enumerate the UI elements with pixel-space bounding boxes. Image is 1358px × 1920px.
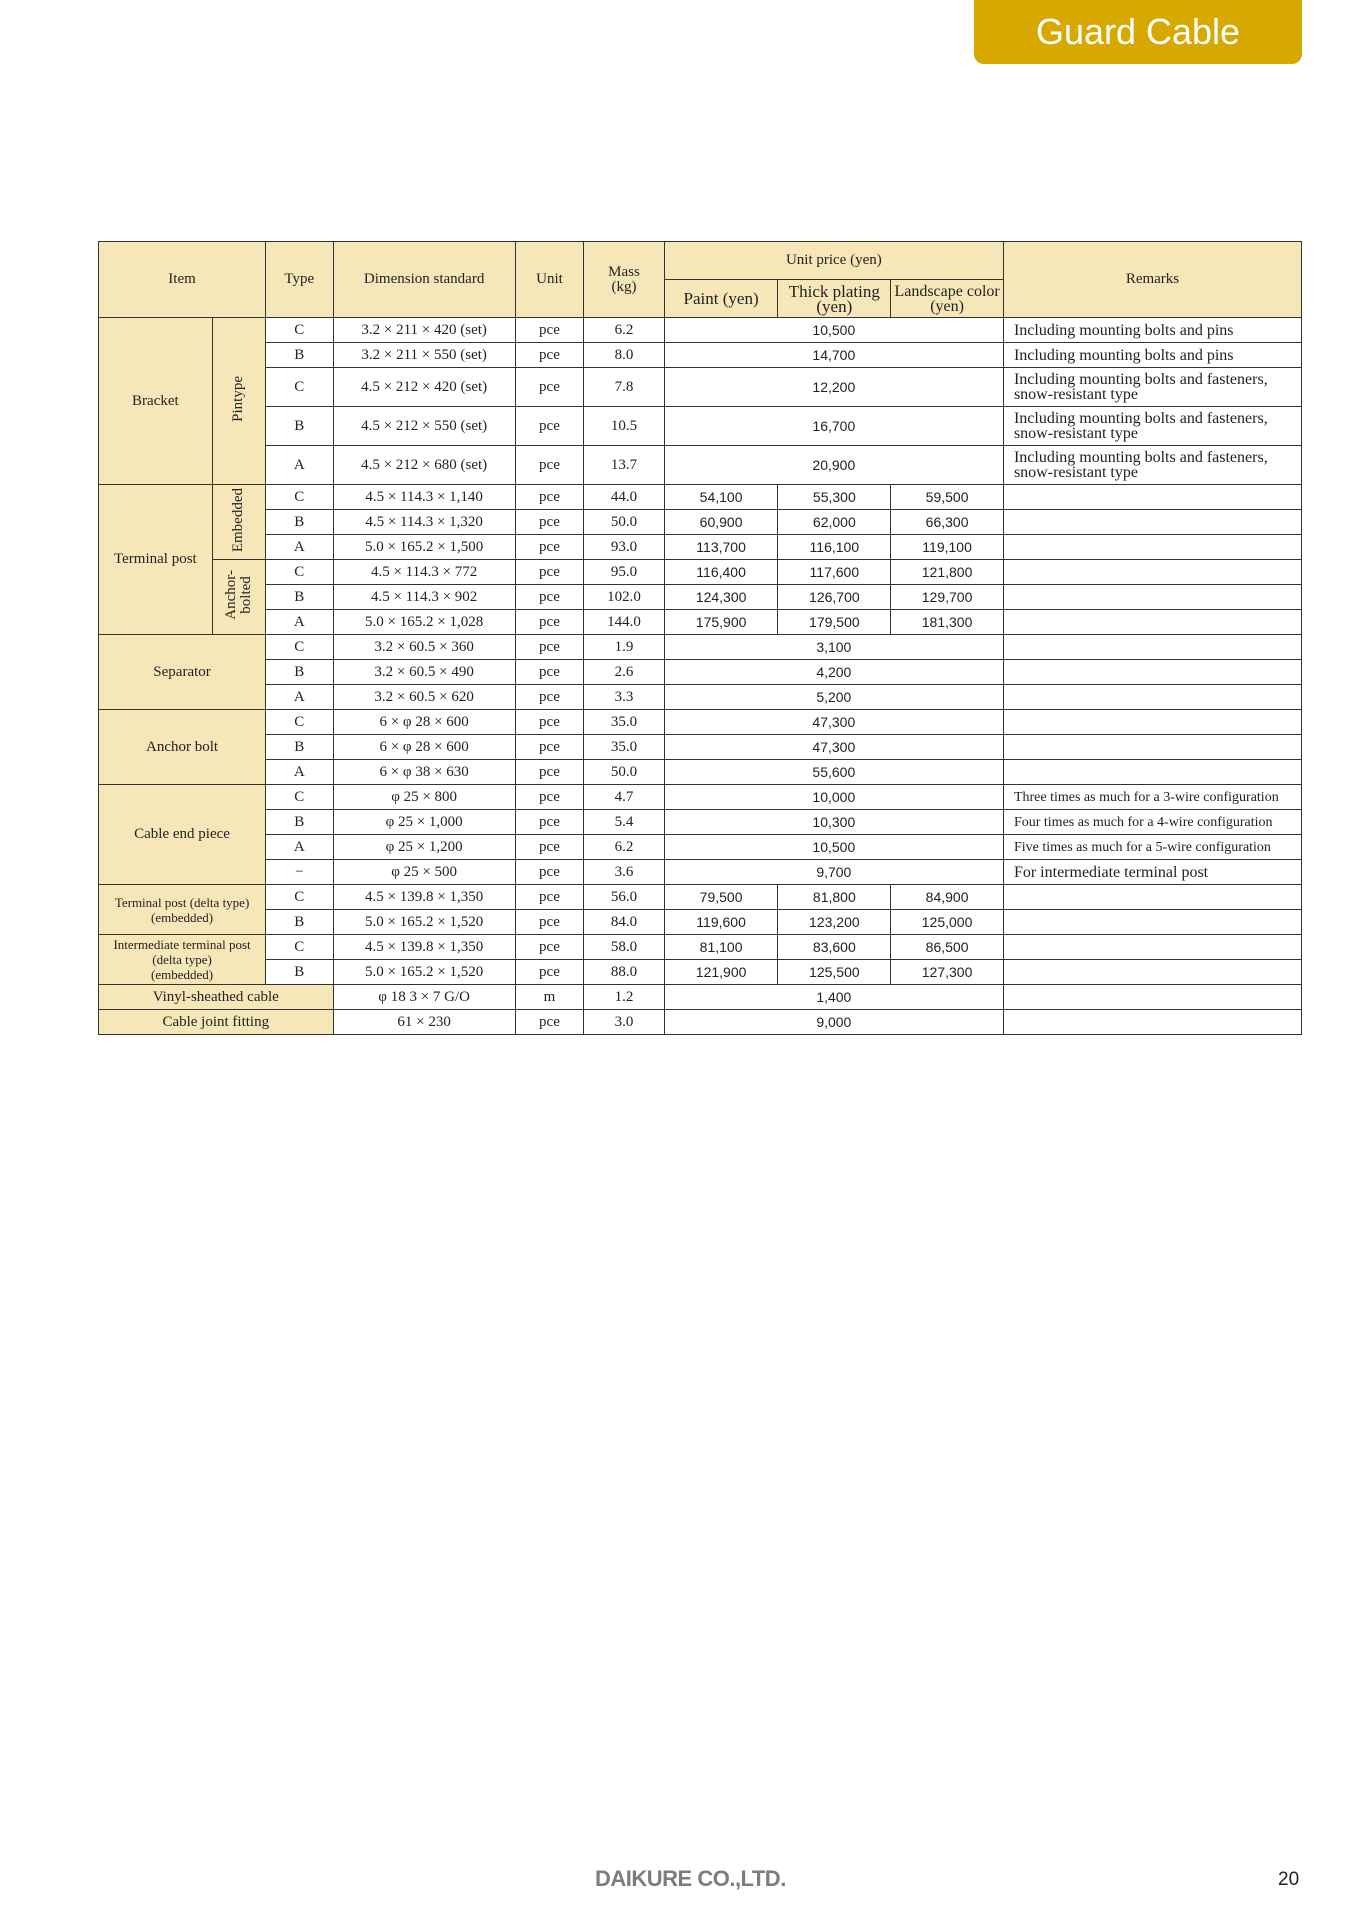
- unit-cell: pce: [515, 635, 583, 660]
- mass-cell: 93.0: [584, 535, 665, 560]
- remarks-cell: Four times as much for a 4-wire configuration: [1003, 810, 1301, 835]
- type-cell: −: [266, 860, 333, 885]
- dimension-cell: 3.2 × 211 × 420 (set): [333, 318, 515, 343]
- dimension-cell: 4.5 × 114.3 × 1,140: [333, 485, 515, 510]
- remarks-cell: [1003, 635, 1301, 660]
- type-cell: C: [266, 935, 333, 960]
- dimension-cell: 4.5 × 212 × 550 (set): [333, 407, 515, 446]
- table-row: [99, 635, 1302, 660]
- group-separator: Separator: [99, 635, 266, 710]
- header-paint: Paint (yen): [664, 280, 778, 318]
- table-row: [99, 368, 1302, 407]
- header-remarks: Remarks: [1003, 242, 1301, 318]
- mass-cell: 50.0: [584, 760, 665, 785]
- remarks-cell: [1003, 660, 1301, 685]
- type-cell: B: [266, 910, 333, 935]
- dimension-cell: 61 × 230: [333, 1010, 515, 1035]
- remarks-cell: Including mounting bolts and fasteners, snow-resistant type: [1003, 407, 1301, 446]
- table-row: [99, 318, 1302, 343]
- price-cell: 47,300: [664, 710, 1003, 735]
- header-mass: Mass (kg): [584, 242, 665, 318]
- type-cell: C: [266, 710, 333, 735]
- type-cell: A: [266, 535, 333, 560]
- subgroup-pintype: Pintype: [212, 318, 265, 485]
- remarks-cell: [1003, 535, 1301, 560]
- table-row: [99, 985, 1302, 1010]
- unit-cell: pce: [515, 885, 583, 910]
- table-row: [99, 685, 1302, 710]
- dimension-cell: 6 × φ 38 × 630: [333, 760, 515, 785]
- price-cell: 5,200: [664, 685, 1003, 710]
- mass-cell: 102.0: [584, 585, 665, 610]
- type-cell: B: [266, 585, 333, 610]
- type-cell: A: [266, 446, 333, 485]
- subgroup-anchor-bolted: Anchor- bolted: [212, 560, 265, 635]
- unit-cell: pce: [515, 407, 583, 446]
- mass-cell: 5.4: [584, 810, 665, 835]
- group-intermediate-terminal-post-delta: Intermediate terminal post (delta type) (embedded): [99, 935, 266, 985]
- table-row: [99, 735, 1302, 760]
- dimension-cell: 4.5 × 139.8 × 1,350: [333, 935, 515, 960]
- paint-price-cell: 60,900: [664, 510, 778, 535]
- unit-cell: pce: [515, 343, 583, 368]
- price-cell: 9,700: [664, 860, 1003, 885]
- table-row: [99, 860, 1302, 885]
- unit-cell: pce: [515, 935, 583, 960]
- remarks-cell: [1003, 760, 1301, 785]
- dimension-cell: 4.5 × 139.8 × 1,350: [333, 885, 515, 910]
- thick-plating-price-cell: 55,300: [778, 485, 891, 510]
- unit-cell: pce: [515, 660, 583, 685]
- header-dimension: Dimension standard: [333, 242, 515, 318]
- type-cell: C: [266, 560, 333, 585]
- landscape-price-cell: 59,500: [891, 485, 1004, 510]
- paint-price-cell: 175,900: [664, 610, 778, 635]
- table-row: [99, 835, 1302, 860]
- landscape-price-cell: 86,500: [891, 935, 1004, 960]
- type-cell: C: [266, 785, 333, 810]
- table-row: [99, 535, 1302, 560]
- price-cell: 3,100: [664, 635, 1003, 660]
- price-cell: 47,300: [664, 735, 1003, 760]
- paint-price-cell: 124,300: [664, 585, 778, 610]
- table-row: [99, 885, 1302, 910]
- dimension-cell: φ 18 3 × 7 G/O: [333, 985, 515, 1010]
- mass-cell: 35.0: [584, 710, 665, 735]
- dimension-cell: 4.5 × 114.3 × 1,320: [333, 510, 515, 535]
- dimension-cell: 4.5 × 212 × 420 (set): [333, 368, 515, 407]
- price-cell: 10,300: [664, 810, 1003, 835]
- table-row: [99, 785, 1302, 810]
- table-row: [99, 446, 1302, 485]
- dimension-cell: 4.5 × 114.3 × 902: [333, 585, 515, 610]
- unit-cell: m: [515, 985, 583, 1010]
- remarks-cell: [1003, 960, 1301, 985]
- mass-cell: 8.0: [584, 343, 665, 368]
- table-row: [99, 935, 1302, 960]
- table-row: [99, 485, 1302, 510]
- subgroup-embedded: Embedded: [212, 485, 265, 560]
- mass-cell: 6.2: [584, 318, 665, 343]
- header-landscape-color: Landscape color (yen): [891, 280, 1004, 318]
- table-row: [99, 760, 1302, 785]
- landscape-price-cell: 119,100: [891, 535, 1004, 560]
- unit-cell: pce: [515, 510, 583, 535]
- landscape-price-cell: 84,900: [891, 885, 1004, 910]
- price-cell: 1,400: [664, 985, 1003, 1010]
- remarks-cell: [1003, 585, 1301, 610]
- remarks-cell: For intermediate terminal post: [1003, 860, 1301, 885]
- table-row: [99, 510, 1302, 535]
- remarks-cell: Five times as much for a 5-wire configuration: [1003, 835, 1301, 860]
- type-cell: A: [266, 835, 333, 860]
- unit-cell: pce: [515, 318, 583, 343]
- price-cell: 55,600: [664, 760, 1003, 785]
- group-anchor-bolt: Anchor bolt: [99, 710, 266, 785]
- dimension-cell: 6 × φ 28 × 600: [333, 735, 515, 760]
- dimension-cell: 3.2 × 60.5 × 490: [333, 660, 515, 685]
- header-thick-plating: Thick plating (yen): [778, 280, 891, 318]
- dimension-cell: 3.2 × 211 × 550 (set): [333, 343, 515, 368]
- unit-cell: pce: [515, 685, 583, 710]
- landscape-price-cell: 125,000: [891, 910, 1004, 935]
- type-cell: A: [266, 685, 333, 710]
- mass-cell: 1.2: [584, 985, 665, 1010]
- price-cell: 4,200: [664, 660, 1003, 685]
- remarks-cell: [1003, 885, 1301, 910]
- mass-cell: 56.0: [584, 885, 665, 910]
- mass-cell: 35.0: [584, 735, 665, 760]
- unit-cell: pce: [515, 785, 583, 810]
- table-row: [99, 1010, 1302, 1035]
- mass-cell: 44.0: [584, 485, 665, 510]
- unit-cell: pce: [515, 760, 583, 785]
- remarks-cell: [1003, 560, 1301, 585]
- dimension-cell: φ 25 × 800: [333, 785, 515, 810]
- thick-plating-price-cell: 125,500: [778, 960, 891, 985]
- mass-cell: 50.0: [584, 510, 665, 535]
- mass-cell: 6.2: [584, 835, 665, 860]
- mass-cell: 4.7: [584, 785, 665, 810]
- header-unit: Unit: [515, 242, 583, 318]
- type-cell: C: [266, 318, 333, 343]
- dimension-cell: 5.0 × 165.2 × 1,520: [333, 910, 515, 935]
- remarks-cell: [1003, 985, 1301, 1010]
- type-cell: B: [266, 810, 333, 835]
- price-cell: 16,700: [664, 407, 1003, 446]
- paint-price-cell: 119,600: [664, 910, 778, 935]
- mass-cell: 3.3: [584, 685, 665, 710]
- price-cell: 10,500: [664, 835, 1003, 860]
- mass-cell: 2.6: [584, 660, 665, 685]
- unit-cell: pce: [515, 835, 583, 860]
- page-number: 20: [1278, 1869, 1300, 1890]
- remarks-cell: Including mounting bolts and fasteners, snow-resistant type: [1003, 446, 1301, 485]
- mass-cell: 10.5: [584, 407, 665, 446]
- unit-cell: pce: [515, 735, 583, 760]
- type-cell: B: [266, 510, 333, 535]
- table-row: [99, 910, 1302, 935]
- remarks-cell: [1003, 935, 1301, 960]
- group-terminal-post-delta: Terminal post (delta type) (embedded): [99, 885, 266, 935]
- landscape-price-cell: 129,700: [891, 585, 1004, 610]
- header-item: Item: [99, 242, 266, 318]
- remarks-cell: Including mounting bolts and fasteners, snow-resistant type: [1003, 368, 1301, 407]
- type-cell: C: [266, 885, 333, 910]
- remarks-cell: [1003, 910, 1301, 935]
- unit-cell: pce: [515, 560, 583, 585]
- type-cell: B: [266, 960, 333, 985]
- mass-cell: 84.0: [584, 910, 665, 935]
- mass-cell: 3.0: [584, 1010, 665, 1035]
- remarks-cell: Including mounting bolts and pins: [1003, 318, 1301, 343]
- remarks-cell: [1003, 710, 1301, 735]
- type-cell: C: [266, 635, 333, 660]
- paint-price-cell: 79,500: [664, 885, 778, 910]
- section-tab: Guard Cable: [974, 0, 1302, 64]
- dimension-cell: φ 25 × 500: [333, 860, 515, 885]
- unit-cell: pce: [515, 1010, 583, 1035]
- unit-cell: pce: [515, 535, 583, 560]
- dimension-cell: 3.2 × 60.5 × 620: [333, 685, 515, 710]
- unit-cell: pce: [515, 610, 583, 635]
- paint-price-cell: 121,900: [664, 960, 778, 985]
- unit-cell: pce: [515, 446, 583, 485]
- group-bracket: Bracket: [99, 318, 213, 485]
- table-row: [99, 810, 1302, 835]
- remarks-cell: Including mounting bolts and pins: [1003, 343, 1301, 368]
- unit-cell: pce: [515, 585, 583, 610]
- type-cell: C: [266, 485, 333, 510]
- mass-cell: 88.0: [584, 960, 665, 985]
- dimension-cell: 5.0 × 165.2 × 1,500: [333, 535, 515, 560]
- landscape-price-cell: 121,800: [891, 560, 1004, 585]
- dimension-cell: 4.5 × 114.3 × 772: [333, 560, 515, 585]
- paint-price-cell: 81,100: [664, 935, 778, 960]
- remarks-cell: [1003, 1010, 1301, 1035]
- price-cell: 9,000: [664, 1010, 1003, 1035]
- unit-cell: pce: [515, 368, 583, 407]
- type-cell: B: [266, 735, 333, 760]
- price-cell: 10,500: [664, 318, 1003, 343]
- company-logo: DAIKURE CO.,LTD.: [595, 1866, 786, 1891]
- landscape-price-cell: 127,300: [891, 960, 1004, 985]
- header-type: Type: [266, 242, 333, 318]
- unit-cell: pce: [515, 910, 583, 935]
- paint-price-cell: 116,400: [664, 560, 778, 585]
- table-row: [99, 960, 1302, 985]
- unit-cell: pce: [515, 960, 583, 985]
- price-table: [98, 241, 1302, 1035]
- mass-cell: 7.8: [584, 368, 665, 407]
- price-cell: 20,900: [664, 446, 1003, 485]
- remarks-cell: Three times as much for a 3-wire configuration: [1003, 785, 1301, 810]
- type-cell: A: [266, 610, 333, 635]
- remarks-cell: [1003, 510, 1301, 535]
- landscape-price-cell: 66,300: [891, 510, 1004, 535]
- type-cell: B: [266, 407, 333, 446]
- thick-plating-price-cell: 81,800: [778, 885, 891, 910]
- unit-cell: pce: [515, 810, 583, 835]
- dimension-cell: φ 25 × 1,000: [333, 810, 515, 835]
- dimension-cell: 5.0 × 165.2 × 1,520: [333, 960, 515, 985]
- dimension-cell: φ 25 × 1,200: [333, 835, 515, 860]
- mass-cell: 1.9: [584, 635, 665, 660]
- type-cell: A: [266, 760, 333, 785]
- table-row: [99, 343, 1302, 368]
- mass-cell: 3.6: [584, 860, 665, 885]
- unit-cell: pce: [515, 485, 583, 510]
- remarks-cell: [1003, 485, 1301, 510]
- table-row: [99, 660, 1302, 685]
- price-cell: 14,700: [664, 343, 1003, 368]
- remarks-cell: [1003, 735, 1301, 760]
- landscape-price-cell: 181,300: [891, 610, 1004, 635]
- remarks-cell: [1003, 685, 1301, 710]
- mass-cell: 95.0: [584, 560, 665, 585]
- mass-cell: 144.0: [584, 610, 665, 635]
- type-cell: B: [266, 343, 333, 368]
- group-cable-end-piece: Cable end piece: [99, 785, 266, 885]
- thick-plating-price-cell: 83,600: [778, 935, 891, 960]
- thick-plating-price-cell: 116,100: [778, 535, 891, 560]
- table-row: [99, 585, 1302, 610]
- table-row: [99, 407, 1302, 446]
- paint-price-cell: 113,700: [664, 535, 778, 560]
- remarks-cell: [1003, 610, 1301, 635]
- mass-cell: 13.7: [584, 446, 665, 485]
- mass-cell: 58.0: [584, 935, 665, 960]
- thick-plating-price-cell: 62,000: [778, 510, 891, 535]
- unit-cell: pce: [515, 860, 583, 885]
- paint-price-cell: 54,100: [664, 485, 778, 510]
- dimension-cell: 3.2 × 60.5 × 360: [333, 635, 515, 660]
- price-cell: 10,000: [664, 785, 1003, 810]
- thick-plating-price-cell: 179,500: [778, 610, 891, 635]
- thick-plating-price-cell: 126,700: [778, 585, 891, 610]
- thick-plating-price-cell: 117,600: [778, 560, 891, 585]
- group-cable-joint-fitting: Cable joint fitting: [99, 1010, 334, 1035]
- type-cell: B: [266, 660, 333, 685]
- dimension-cell: 5.0 × 165.2 × 1,028: [333, 610, 515, 635]
- table-row: [99, 560, 1302, 585]
- dimension-cell: 6 × φ 28 × 600: [333, 710, 515, 735]
- table-row: [99, 710, 1302, 735]
- dimension-cell: 4.5 × 212 × 680 (set): [333, 446, 515, 485]
- thick-plating-price-cell: 123,200: [778, 910, 891, 935]
- header-unit-price: Unit price (yen): [664, 242, 1003, 280]
- type-cell: C: [266, 368, 333, 407]
- unit-cell: pce: [515, 710, 583, 735]
- table-row: [99, 610, 1302, 635]
- group-terminal-post: Terminal post: [99, 485, 213, 635]
- group-vinyl-sheathed-cable: Vinyl-sheathed cable: [99, 985, 334, 1010]
- price-cell: 12,200: [664, 368, 1003, 407]
